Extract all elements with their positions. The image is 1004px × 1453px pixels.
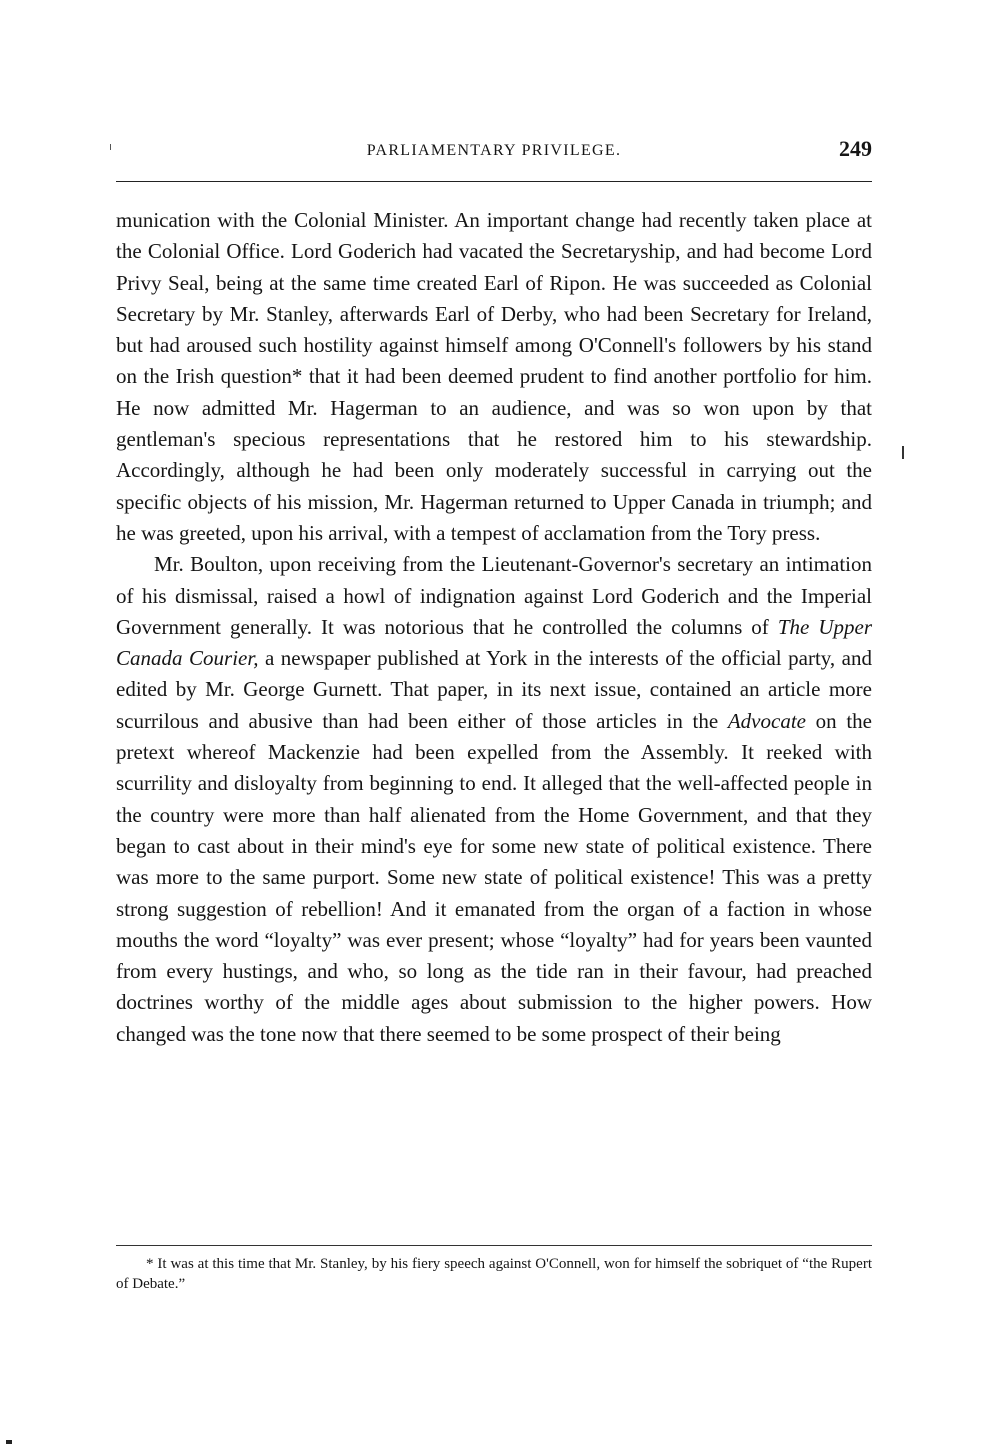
text-run: a newspaper published at York in the interests of the official party, and edited by Mr. George Gurnett. That paper, in its next issue, contained an article more scurrilous and abusive than had been either of those articles in the (116, 646, 873, 733)
margin-mark (902, 446, 904, 459)
body-text (116, 205, 872, 1050)
text-run: Mr. Boulton, upon receiving from the Lieutenant-Governor's secretary an intimation of his dismissal, raised a howl of indignation against Lord Goderich and the Imperial Government generally. It was notorious that he controlled the columns of (116, 552, 872, 639)
running-title: PARLIAMENTARY PRIVILEGE. (366, 142, 622, 159)
page-number: 249 (839, 136, 872, 161)
header-rule (116, 181, 872, 182)
text-run: on the pretext whereof Mackenzie had been expelled from the Assembly. It reeked with scurrility and disloyalty from beginning to end. It alleged that the well-affected people in the country were more than half alienated from the Home Government, and that they began to cast about in their mind's eye for some new state of political existence. There was more to the same purport. Some new state of political existence! This was a pretty strong suggestion of rebellion! And it emanated from the organ of a faction in whose mouths the word “loyalty” was ever present; whose “loyalty” had for years been vaunted from every hustings, and who, so long as the tide ran in their favour, had preached doctrines worthy of the middle ages about submission to the higher powers. How changed was the tone now that there seemed to be some prospect of their being (116, 708, 873, 1046)
italic-title: Advocate (727, 708, 806, 733)
paragraph-2 (116, 549, 872, 1050)
print-tick-mark (110, 144, 111, 150)
footnote: * It was at this time that Mr. Stanley, by his fiery speech against O'Connell, won for himself the sobriquet of “the Rupert of Debate.” (116, 1256, 872, 1292)
running-head (116, 136, 872, 166)
corner-mark (6, 1440, 12, 1444)
text-run: munication with the Colonial Minister. An important change had recently taken place at the Colonial Office. Lord Goderich had vacated the Secretaryship, and had become Lord Privy Seal, being at the same time created Earl of Ripon. He was succeeded as Colonial Secretary by Mr. Stanley, afterwards Earl of Derby, who had been Secretary for Ireland, but had aroused such hostility against himself among O'Connell's followers by his stand on the Irish question* that it had been deemed prudent to find another portfolio for him. He now admitted Mr. Hagerman to an audience, and was so won upon by that gentleman's specious representations that he restored him to his stewardship. Accordingly, although he had been only moderately successful in carrying out the specific objects of his mission, Mr. Hagerman returned to Upper Canada in triumph; and he was greeted, upon his arrival, with a tempest of acclamation from the Tory press. (116, 208, 872, 545)
footnote-rule (116, 1245, 872, 1246)
italic-title: The Upper Canada Courier, (116, 614, 872, 671)
paragraph-1 (116, 205, 872, 549)
